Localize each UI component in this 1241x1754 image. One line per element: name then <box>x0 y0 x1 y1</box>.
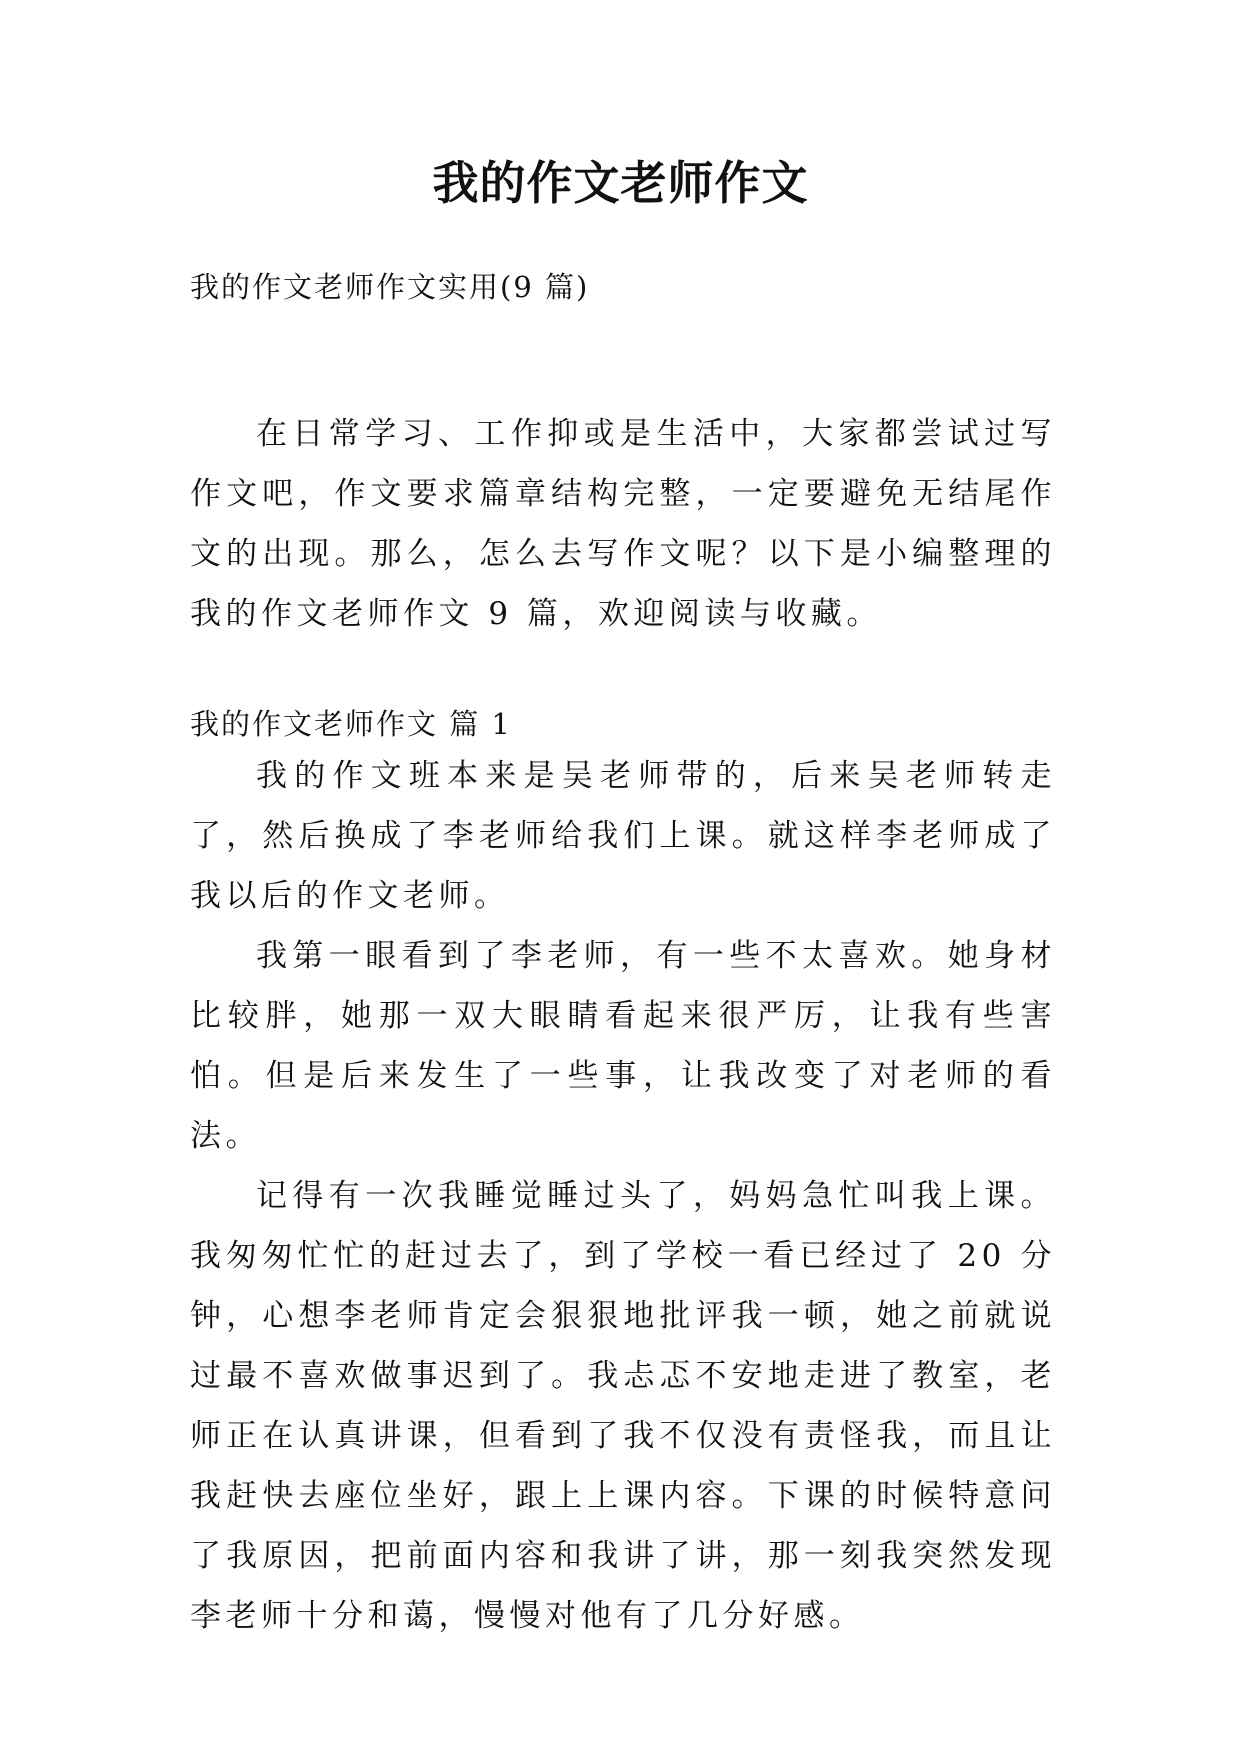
section-heading: 我的作文老师作文 篇 1 <box>190 707 512 741</box>
essay-paragraph-1: 我的作文班本来是吴老师带的，后来吴老师转走了，然后换成了李老师给我们上课。就这样李老师成了我以后的作文老师。 <box>190 758 1056 914</box>
essay-body <box>190 746 1056 1646</box>
document-subtitle: 我的作文老师作文实用(9 篇) <box>190 270 590 304</box>
essay-paragraph-3: 记得有一次我睡觉睡过头了，妈妈急忙叫我上课。我匆匆忙忙的赶过去了，到了学校一看已经过了 20 分钟，心想李老师肯定会狠狠地批评我一顿，她之前就说过最不喜欢做事迟到了。我忐忑不安地走进了教室，老师正在认真讲课，但看到了我不仅没有责怪我，而且让我赶快去座位坐好，跟上上课内容。下课的时候特意问了我原因，把前面内容和我讲了讲，那一刻我突然发现李老师十分和蔼，慢慢对他有了几分好感。 <box>190 1178 1056 1634</box>
intro-paragraph: 在日常学习、工作抑或是生活中，大家都尝试过写作文吧，作文要求篇章结构完整，一定要避免无结尾作文的出现。那么，怎么去写作文呢？以下是小编整理的我的作文老师作文 9 篇，欢迎阅读与收藏。 <box>190 416 1056 632</box>
essay-paragraph-2: 我第一眼看到了李老师，有一些不太喜欢。她身材比较胖，她那一双大眼睛看起来很严厉，让我有些害怕。但是后来发生了一些事，让我改变了对老师的看法。 <box>190 938 1056 1154</box>
document-title: 我的作文老师作文 <box>432 156 809 210</box>
